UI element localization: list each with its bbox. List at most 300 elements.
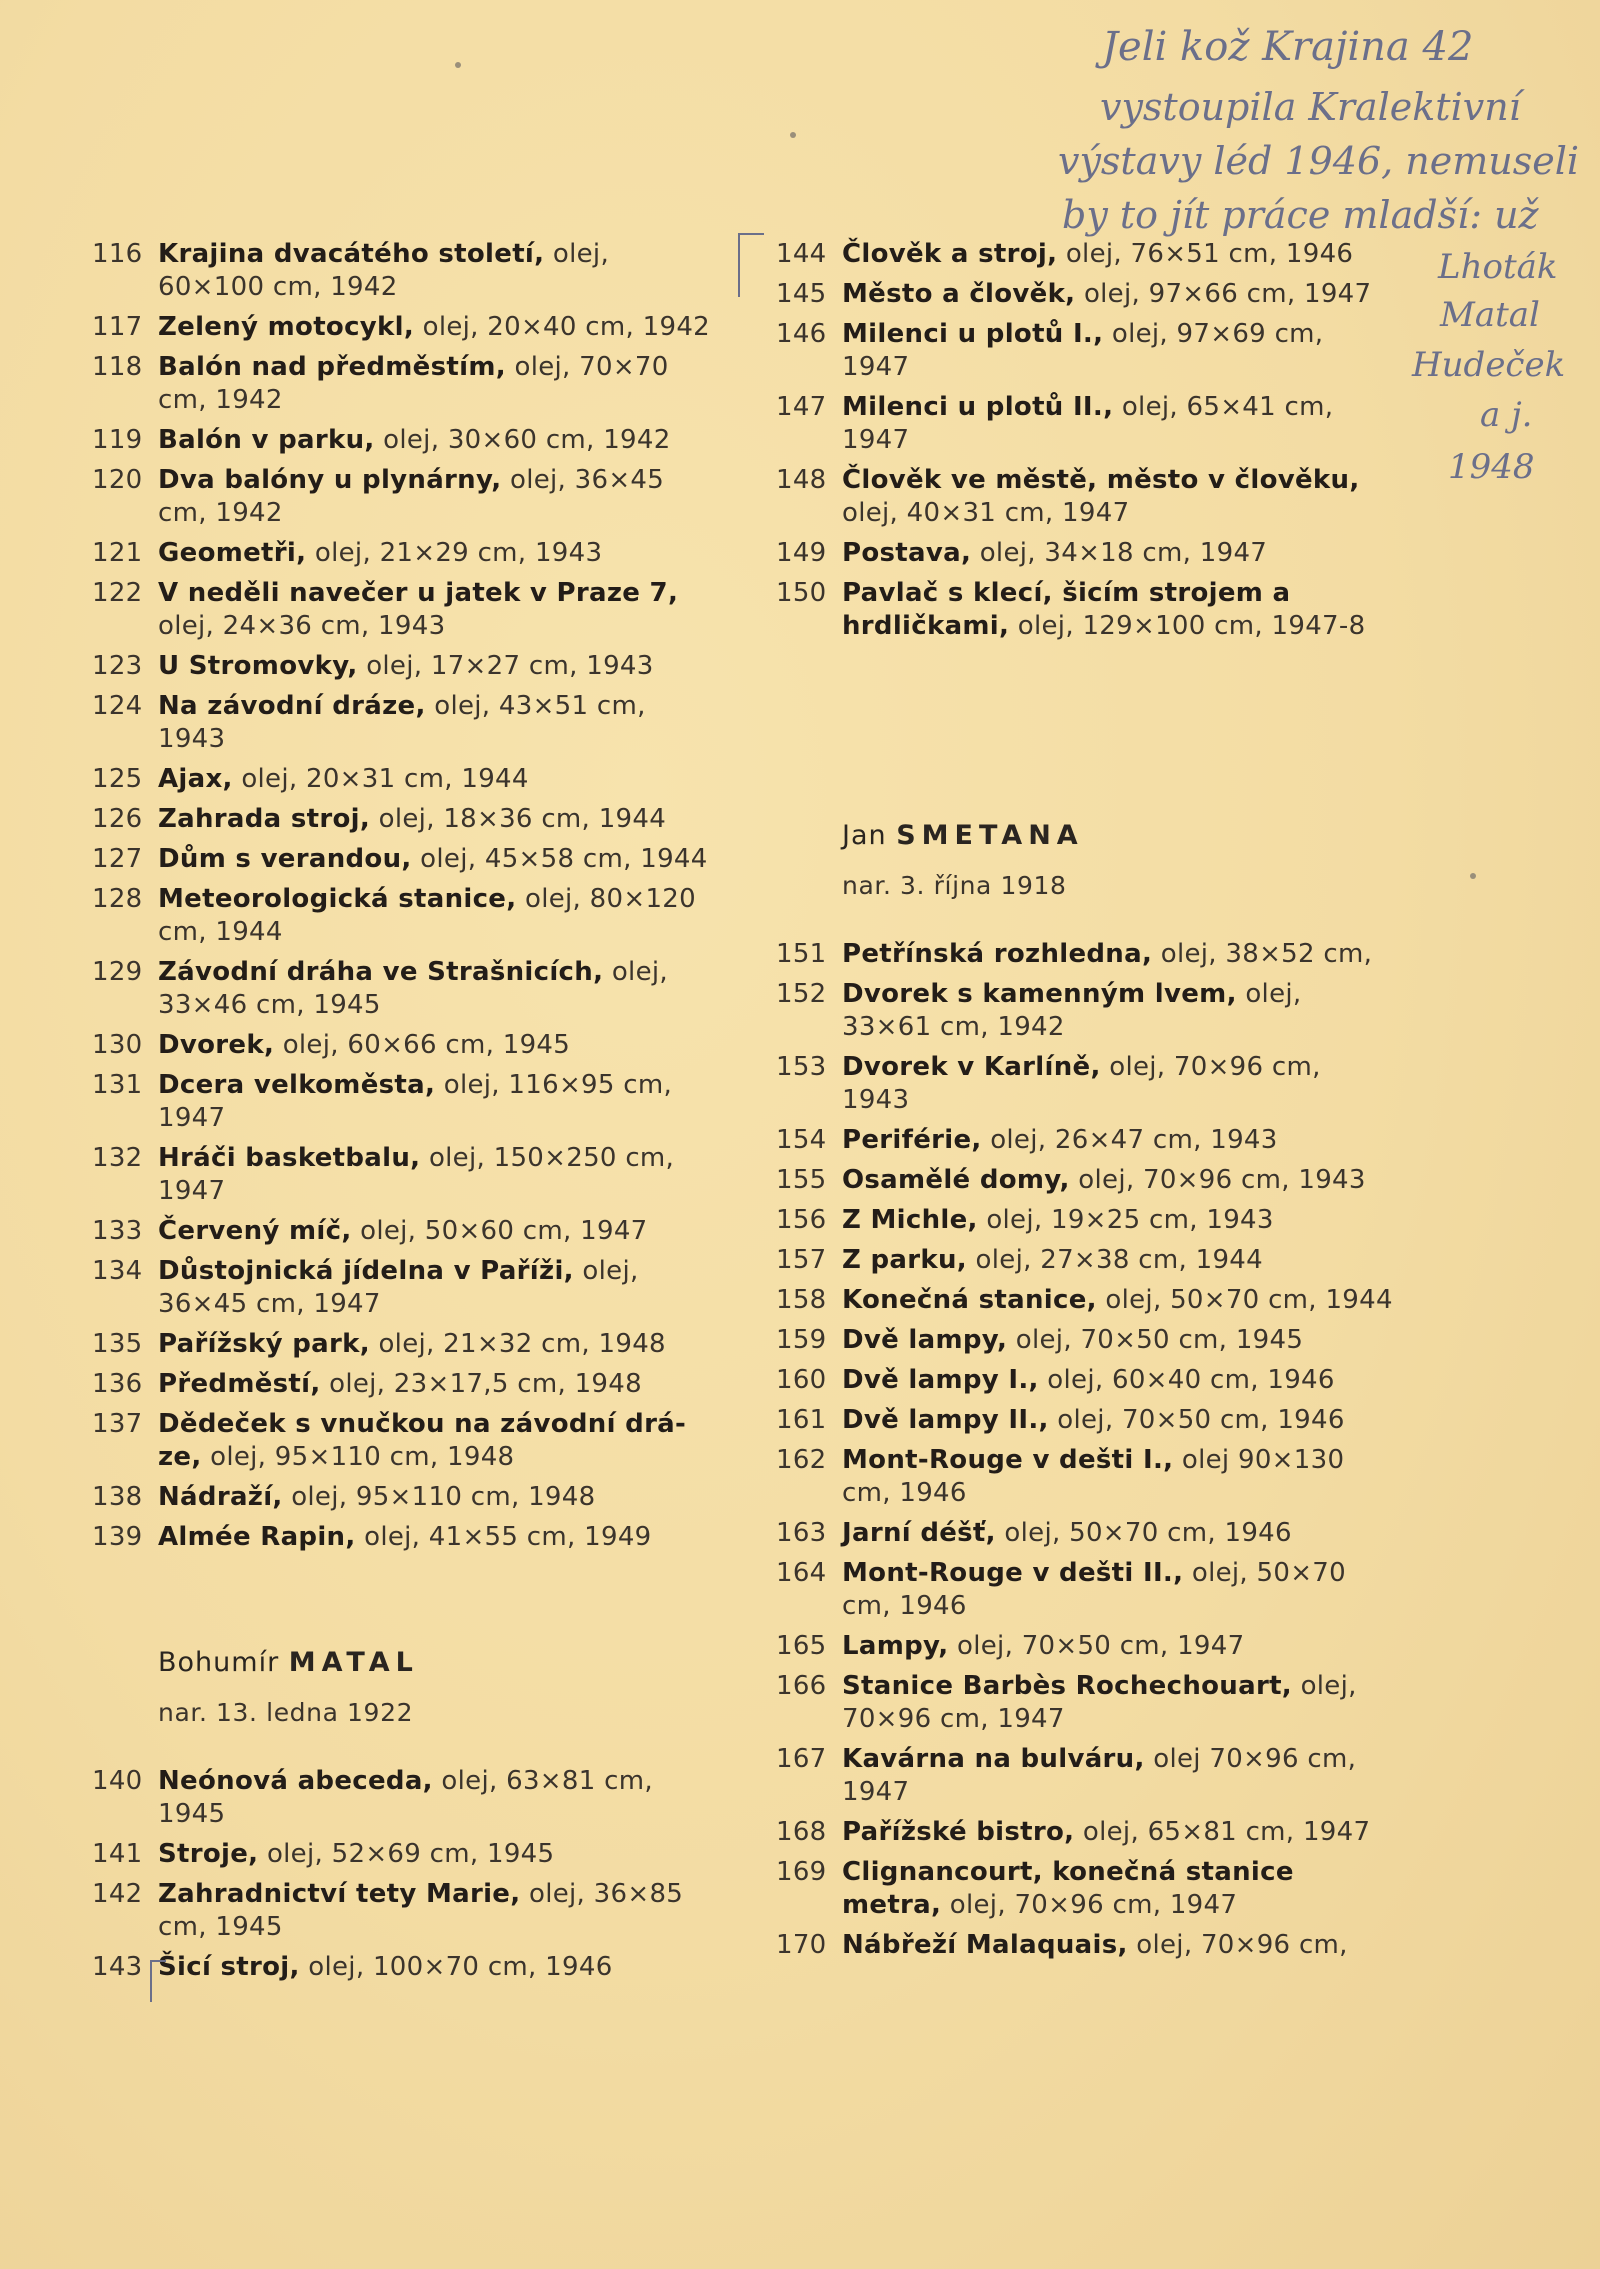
entry-title: Město a člověk, [842, 279, 1076, 309]
entry-number: 140 [92, 1766, 143, 1796]
entry-number: 155 [776, 1165, 827, 1195]
entry-number: 124 [92, 691, 143, 721]
entry-details: olej, 70×50 cm, 1947 [957, 1631, 1245, 1661]
entry-title: Dvě lampy I., [842, 1365, 1039, 1395]
entry-text [842, 1404, 1396, 1437]
entry-details: olej, 65×41 cm, 1947 [842, 392, 1334, 455]
entry-number: 135 [92, 1329, 143, 1359]
handwritten-line: Lhoták [1438, 247, 1558, 287]
entry-number: 166 [776, 1671, 827, 1701]
catalog-entry [92, 537, 712, 570]
entry-title: Stroje, [158, 1839, 259, 1869]
entry-details: olej 70×96 cm, 1947 [842, 1744, 1357, 1807]
entry-title: Dva balóny u plynárny, [158, 465, 502, 495]
entry-number: 148 [776, 465, 827, 495]
entry-title: V neděli navečer u jatek v Praze 7, [158, 578, 679, 608]
entry-text [842, 1204, 1396, 1237]
entry-text [842, 1164, 1396, 1197]
entry-text [842, 1816, 1396, 1849]
entry-details: olej, 21×29 cm, 1943 [314, 538, 603, 568]
entry-text [842, 1670, 1396, 1736]
artist-heading [158, 1647, 712, 1678]
catalog-entry [92, 1029, 712, 1062]
entry-details: olej, 23×17,5 cm, 1948 [329, 1369, 642, 1399]
catalog-entry [776, 1856, 1396, 1922]
catalog-entry [92, 650, 712, 683]
entry-text [158, 1215, 712, 1248]
entry-details: olej, 21×32 cm, 1948 [378, 1329, 666, 1359]
entry-text [842, 1244, 1396, 1277]
entry-number: 130 [92, 1030, 143, 1060]
entry-text [842, 1284, 1396, 1317]
catalog-entry [776, 318, 1396, 384]
entry-text [158, 238, 712, 304]
entry-text [842, 537, 1396, 570]
entry-number: 129 [92, 957, 143, 987]
entry-details: olej, 76×51 cm, 1946 [1065, 239, 1354, 269]
catalog-entry [92, 843, 712, 876]
entry-number: 163 [776, 1518, 827, 1548]
entry-number: 147 [776, 392, 827, 422]
artist-surname: MATAL [288, 1647, 419, 1678]
entry-text [158, 1951, 712, 1984]
entry-list [92, 1765, 712, 1984]
entry-number: 118 [92, 352, 143, 382]
entry-number: 125 [92, 764, 143, 794]
catalog-entry [92, 883, 712, 949]
entry-details: olej, 36×85 cm, 1945 [158, 1879, 684, 1942]
catalog-entry [92, 577, 712, 643]
entry-text [158, 311, 712, 344]
catalog-entry [92, 1255, 712, 1321]
entry-title: Důstojnická jídelna v Paříži, [158, 1256, 574, 1286]
catalog-entry [776, 1164, 1396, 1197]
entry-number: 144 [776, 239, 827, 269]
entry-details: olej, 95×110 cm, 1948 [291, 1482, 596, 1512]
entry-details: olej, 70×96 cm, 1947 [949, 1890, 1238, 1920]
entry-text [158, 537, 712, 570]
entry-text [158, 883, 712, 949]
entry-text [158, 1765, 712, 1831]
entry-title: Člověk ve městě, město v člověku, [842, 465, 1360, 495]
entry-title: Červený míč, [158, 1216, 352, 1246]
entry-title: Balón nad předměstím, [158, 352, 506, 382]
entry-title: Neónová abeceda, [158, 1766, 433, 1796]
entry-text [158, 1521, 712, 1554]
catalog-entry [776, 978, 1396, 1044]
entry-text [842, 1124, 1396, 1157]
entry-text [842, 1364, 1396, 1397]
entry-details: olej, 60×40 cm, 1946 [1047, 1365, 1335, 1395]
entry-number: 139 [92, 1522, 143, 1552]
entry-number: 159 [776, 1325, 827, 1355]
entry-number: 167 [776, 1744, 827, 1774]
entry-details: olej, 97×69 cm, 1947 [842, 319, 1324, 382]
catalog-entry [776, 1364, 1396, 1397]
entry-number: 165 [776, 1631, 827, 1661]
entry-details: olej, 80×120 cm, 1944 [158, 884, 696, 947]
entry-title: Nádraží, [158, 1482, 283, 1512]
entry-title: Mont-Rouge v dešti I., [842, 1445, 1174, 1475]
entry-number: 170 [776, 1930, 827, 1960]
catalog-entry [92, 311, 712, 344]
entry-text [842, 1517, 1396, 1550]
entry-title: Pavlač s klecí, šicím strojem a hrdličkami, [842, 578, 1291, 641]
catalog-entry [92, 803, 712, 836]
entry-title: Petřínská rozhledna, [842, 939, 1153, 969]
entry-details: olej, 41×55 cm, 1949 [364, 1522, 652, 1552]
entry-details: olej, 60×66 cm, 1945 [282, 1030, 571, 1060]
entry-number: 152 [776, 979, 827, 1009]
entry-title: Člověk a stroj, [842, 239, 1058, 269]
entry-text [842, 577, 1396, 643]
entry-details: olej, 70×70 cm, 1942 [158, 352, 669, 415]
entry-text [842, 1630, 1396, 1663]
catalog-entry [776, 1557, 1396, 1623]
entry-title: Pařížský park, [158, 1329, 370, 1359]
catalog-entry [92, 690, 712, 756]
catalog-entry [92, 1481, 712, 1514]
entry-text [158, 1878, 712, 1944]
entry-text [842, 318, 1396, 384]
entry-number: 146 [776, 319, 827, 349]
entry-details: olej, 18×36 cm, 1944 [378, 804, 667, 834]
catalog-entry [92, 1765, 712, 1831]
entry-text [158, 763, 712, 796]
pencil-bracket-mark [150, 1960, 166, 2002]
entry-text [842, 1324, 1396, 1357]
entry-text [842, 978, 1396, 1044]
entry-details: olej, 36×45 cm, 1947 [158, 1256, 639, 1319]
entry-number: 121 [92, 538, 143, 568]
entry-number: 145 [776, 279, 827, 309]
handwritten-line: by to jít práce mladší: už [1062, 193, 1539, 237]
entry-title: Dvorek v Karlíně, [842, 1052, 1101, 1082]
entry-details: olej, 70×96 cm, 1947 [842, 1671, 1357, 1734]
entry-number: 161 [776, 1405, 827, 1435]
entry-details: olej, 50×60 cm, 1947 [360, 1216, 648, 1246]
entry-list [776, 938, 1396, 1962]
catalog-entry [776, 1670, 1396, 1736]
entry-number: 138 [92, 1482, 143, 1512]
catalog-entry [776, 1124, 1396, 1157]
paper-speck [1470, 873, 1476, 879]
entry-title: Dcera velkoměsta, [158, 1070, 436, 1100]
catalog-entry [92, 1069, 712, 1135]
entry-number: 169 [776, 1857, 827, 1887]
artist-birth: nar. 3. října 1918 [842, 871, 1067, 900]
entry-details: olej, 33×61 cm, 1942 [842, 979, 1302, 1042]
artist-given-name: Jan [842, 820, 887, 851]
entry-number: 160 [776, 1365, 827, 1395]
entry-text [158, 1481, 712, 1514]
entry-number: 120 [92, 465, 143, 495]
catalog-entry [776, 464, 1396, 530]
entry-title: Mont-Rouge v dešti II., [842, 1558, 1184, 1588]
handwritten-line: 1948 [1448, 447, 1535, 487]
entry-title: Periférie, [842, 1125, 982, 1155]
entry-title: Závodní dráha ve Strašnicích, [158, 957, 604, 987]
entry-details: olej, 50×70 cm, 1946 [1004, 1518, 1292, 1548]
entry-title: Lampy, [842, 1631, 949, 1661]
entry-details: olej, 33×46 cm, 1945 [158, 957, 668, 1020]
entry-title: Milenci u plotů I., [842, 319, 1104, 349]
artist-birth: nar. 13. ledna 1922 [158, 1698, 414, 1727]
catalog-entry [92, 238, 712, 304]
catalog-entry [92, 1838, 712, 1871]
entry-title: Dům s verandou, [158, 844, 412, 874]
handwritten-line: výstavy léd 1946, nemuseli [1058, 139, 1580, 183]
entry-details: olej, 43×51 cm, 1943 [158, 691, 646, 754]
entry-text [842, 238, 1396, 271]
entry-text [158, 351, 712, 417]
catalog-entry [776, 238, 1396, 271]
entry-title: Dvorek s kamenným lvem, [842, 979, 1237, 1009]
entry-text [158, 650, 712, 683]
entry-details: olej, 70×96 cm, [1136, 1930, 1348, 1960]
entry-details: olej, 50×70 cm, 1944 [1105, 1285, 1393, 1315]
entry-details: olej, 26×47 cm, 1943 [990, 1125, 1278, 1155]
catalog-entry [92, 1951, 712, 1984]
entry-number: 151 [776, 939, 827, 969]
entry-number: 149 [776, 538, 827, 568]
catalog-entry [92, 763, 712, 796]
entry-title: Geometři, [158, 538, 307, 568]
entry-text [158, 424, 712, 457]
entry-title: Meteorologická stanice, [158, 884, 517, 914]
entry-details: olej, 65×81 cm, 1947 [1082, 1817, 1371, 1847]
entry-title: Dvorek, [158, 1030, 275, 1060]
entry-text [158, 1069, 712, 1135]
entry-number: 117 [92, 312, 143, 342]
entry-title: Nábřeží Malaquais, [842, 1930, 1128, 1960]
catalog-entry [92, 1368, 712, 1401]
entry-number: 128 [92, 884, 143, 914]
entry-number: 153 [776, 1052, 827, 1082]
entry-text [158, 690, 712, 756]
catalog-entry [92, 1408, 712, 1474]
entry-number: 116 [92, 239, 143, 269]
entry-text [158, 1838, 712, 1871]
entry-text [842, 1856, 1396, 1922]
artist-heading [842, 820, 1396, 851]
entry-list [92, 238, 712, 1554]
catalog-entry [92, 351, 712, 417]
catalog-entry [92, 1521, 712, 1554]
entry-number: 126 [92, 804, 143, 834]
entry-title: Na závodní dráze, [158, 691, 426, 721]
entry-title: Z parku, [842, 1245, 967, 1275]
catalog-entry [776, 1929, 1396, 1962]
entry-title: Kavárna na bulváru, [842, 1744, 1145, 1774]
entry-number: 142 [92, 1879, 143, 1909]
catalog-entry [92, 956, 712, 1022]
entry-number: 150 [776, 578, 827, 608]
entry-title: Zelený motocykl, [158, 312, 415, 342]
catalog-entry [776, 1630, 1396, 1663]
artist-given-name: Bohumír [158, 1647, 280, 1678]
catalog-entry [776, 1051, 1396, 1117]
entry-title: Konečná stanice, [842, 1285, 1097, 1315]
entry-title: Clignancourt, konečná stanice metra, [842, 1857, 1294, 1920]
catalog-entry [776, 1244, 1396, 1277]
paper-speck [790, 132, 796, 138]
entry-details: olej, 24×36 cm, 1943 [158, 611, 446, 641]
catalog-entry [776, 938, 1396, 971]
entry-text [158, 1368, 712, 1401]
catalog-entry [776, 278, 1396, 311]
pencil-bracket-mark [738, 233, 764, 297]
catalog-entry [776, 1517, 1396, 1550]
entry-details: olej, 70×50 cm, 1946 [1057, 1405, 1345, 1435]
entry-title: Zahrada stroj, [158, 804, 371, 834]
catalog-entry [92, 1142, 712, 1208]
entry-text [158, 1408, 712, 1474]
entry-number: 158 [776, 1285, 827, 1315]
entry-details: olej, 70×96 cm, 1943 [842, 1052, 1321, 1115]
entry-number: 127 [92, 844, 143, 874]
entry-details: olej, 95×110 cm, 1948 [210, 1442, 515, 1472]
entry-details: olej, 20×40 cm, 1942 [422, 312, 711, 342]
handwritten-line: Jeli kož Krajina 42 [1102, 24, 1474, 70]
entry-number: 136 [92, 1369, 143, 1399]
entry-number: 134 [92, 1256, 143, 1286]
handwritten-line: Matal [1440, 295, 1540, 335]
entry-text [158, 464, 712, 530]
catalog-entry [776, 537, 1396, 570]
entry-title: U Stromovky, [158, 651, 358, 681]
entry-text [842, 464, 1396, 530]
artist-surname: SMETANA [896, 820, 1084, 851]
entry-number: 162 [776, 1445, 827, 1475]
handwritten-line: Hudeček [1412, 345, 1566, 385]
entry-title: Zahradnictví tety Marie, [158, 1879, 521, 1909]
entry-title: Dvě lampy, [842, 1325, 1008, 1355]
handwritten-line: a j. [1480, 395, 1533, 435]
entry-number: 164 [776, 1558, 827, 1588]
left-column [92, 238, 712, 1991]
entry-details: olej, 97×66 cm, 1947 [1083, 279, 1372, 309]
entry-details: olej, 63×81 cm, 1945 [158, 1766, 653, 1829]
entry-details: olej, 70×50 cm, 1945 [1015, 1325, 1304, 1355]
entry-details: olej, 27×38 cm, 1944 [975, 1245, 1263, 1275]
entry-title: Postava, [842, 538, 972, 568]
entry-number: 119 [92, 425, 143, 455]
paper-speck [455, 62, 461, 68]
catalog-entry [776, 1324, 1396, 1357]
entry-title: Osamělé domy, [842, 1165, 1070, 1195]
entry-text [842, 1051, 1396, 1117]
entry-details: olej, 50×70 cm, 1946 [842, 1558, 1346, 1621]
entry-text [842, 1743, 1396, 1809]
entry-text [158, 956, 712, 1022]
catalog-entry [776, 1444, 1396, 1510]
entry-text [842, 278, 1396, 311]
entry-number: 131 [92, 1070, 143, 1100]
entry-title: Z Michle, [842, 1205, 978, 1235]
catalog-entry [776, 1816, 1396, 1849]
entry-title: Hráči basketbalu, [158, 1143, 421, 1173]
entry-details: olej, 150×250 cm, 1947 [158, 1143, 675, 1206]
entry-details: olej 90×130 cm, 1946 [842, 1445, 1345, 1508]
catalog-entry [776, 1743, 1396, 1809]
right-column [776, 238, 1396, 1969]
entry-details: olej, 30×60 cm, 1942 [383, 425, 671, 455]
entry-details: olej, 129×100 cm, 1947-8 [1017, 611, 1366, 641]
entry-text [158, 843, 712, 876]
entry-details: olej, 36×45 cm, 1942 [158, 465, 665, 528]
catalog-entry [776, 391, 1396, 457]
entry-number: 132 [92, 1143, 143, 1173]
entry-details: olej, 34×18 cm, 1947 [979, 538, 1268, 568]
entry-number: 133 [92, 1216, 143, 1246]
entry-text [158, 803, 712, 836]
entry-title: Balón v parku, [158, 425, 375, 455]
entry-title: Dědeček s vnučkou na závodní drá- ze, [158, 1409, 687, 1472]
entry-list [776, 238, 1396, 643]
catalog-entry [92, 1328, 712, 1361]
entry-title: Milenci u plotů II., [842, 392, 1114, 422]
catalog-entry [776, 1284, 1396, 1317]
entry-text [842, 1557, 1396, 1623]
catalog-entry [776, 1204, 1396, 1237]
catalog-entry [92, 424, 712, 457]
entry-details: olej, 100×70 cm, 1946 [308, 1952, 613, 1982]
catalog-entry [776, 1404, 1396, 1437]
entry-number: 143 [92, 1952, 143, 1982]
entry-text [158, 1142, 712, 1208]
entry-number: 137 [92, 1409, 143, 1439]
entry-text [158, 1029, 712, 1062]
catalog-entry [92, 1878, 712, 1944]
handwritten-line: vystoupila Kralektivní [1100, 85, 1521, 129]
entry-title: Dvě lampy II., [842, 1405, 1049, 1435]
entry-text [158, 577, 712, 643]
entry-title: Krajina dvacátého století, [158, 239, 545, 269]
catalog-entry [92, 464, 712, 530]
entry-title: Ajax, [158, 764, 233, 794]
entry-number: 141 [92, 1839, 143, 1869]
catalog-entry [776, 577, 1396, 643]
entry-title: Jarní déšť, [842, 1518, 996, 1548]
entry-number: 122 [92, 578, 143, 608]
entry-number: 154 [776, 1125, 827, 1155]
entry-details: olej, 45×58 cm, 1944 [420, 844, 708, 874]
entry-number: 156 [776, 1205, 827, 1235]
entry-details: olej, 40×31 cm, 1947 [842, 498, 1130, 528]
entry-details: olej, 116×95 cm, 1947 [158, 1070, 673, 1133]
entry-details: olej, 52×69 cm, 1945 [266, 1839, 555, 1869]
entry-details: olej, 38×52 cm, [1160, 939, 1373, 969]
entry-details: olej, 20×31 cm, 1944 [241, 764, 529, 794]
entry-title: Pařížské bistro, [842, 1817, 1075, 1847]
entry-details: olej, 17×27 cm, 1943 [366, 651, 654, 681]
entry-details: olej, 70×96 cm, 1943 [1078, 1165, 1366, 1195]
entry-number: 168 [776, 1817, 827, 1847]
entry-title: Šicí stroj, [158, 1952, 300, 1982]
entry-title: Almée Rapin, [158, 1522, 356, 1552]
catalog-entry [92, 1215, 712, 1248]
entry-text [842, 391, 1396, 457]
entry-text [158, 1255, 712, 1321]
entry-number: 157 [776, 1245, 827, 1275]
entry-title: Předměstí, [158, 1369, 321, 1399]
entry-text [842, 938, 1396, 971]
entry-number: 123 [92, 651, 143, 681]
entry-text [158, 1328, 712, 1361]
entry-text [842, 1929, 1396, 1962]
entry-details: olej, 19×25 cm, 1943 [986, 1205, 1274, 1235]
